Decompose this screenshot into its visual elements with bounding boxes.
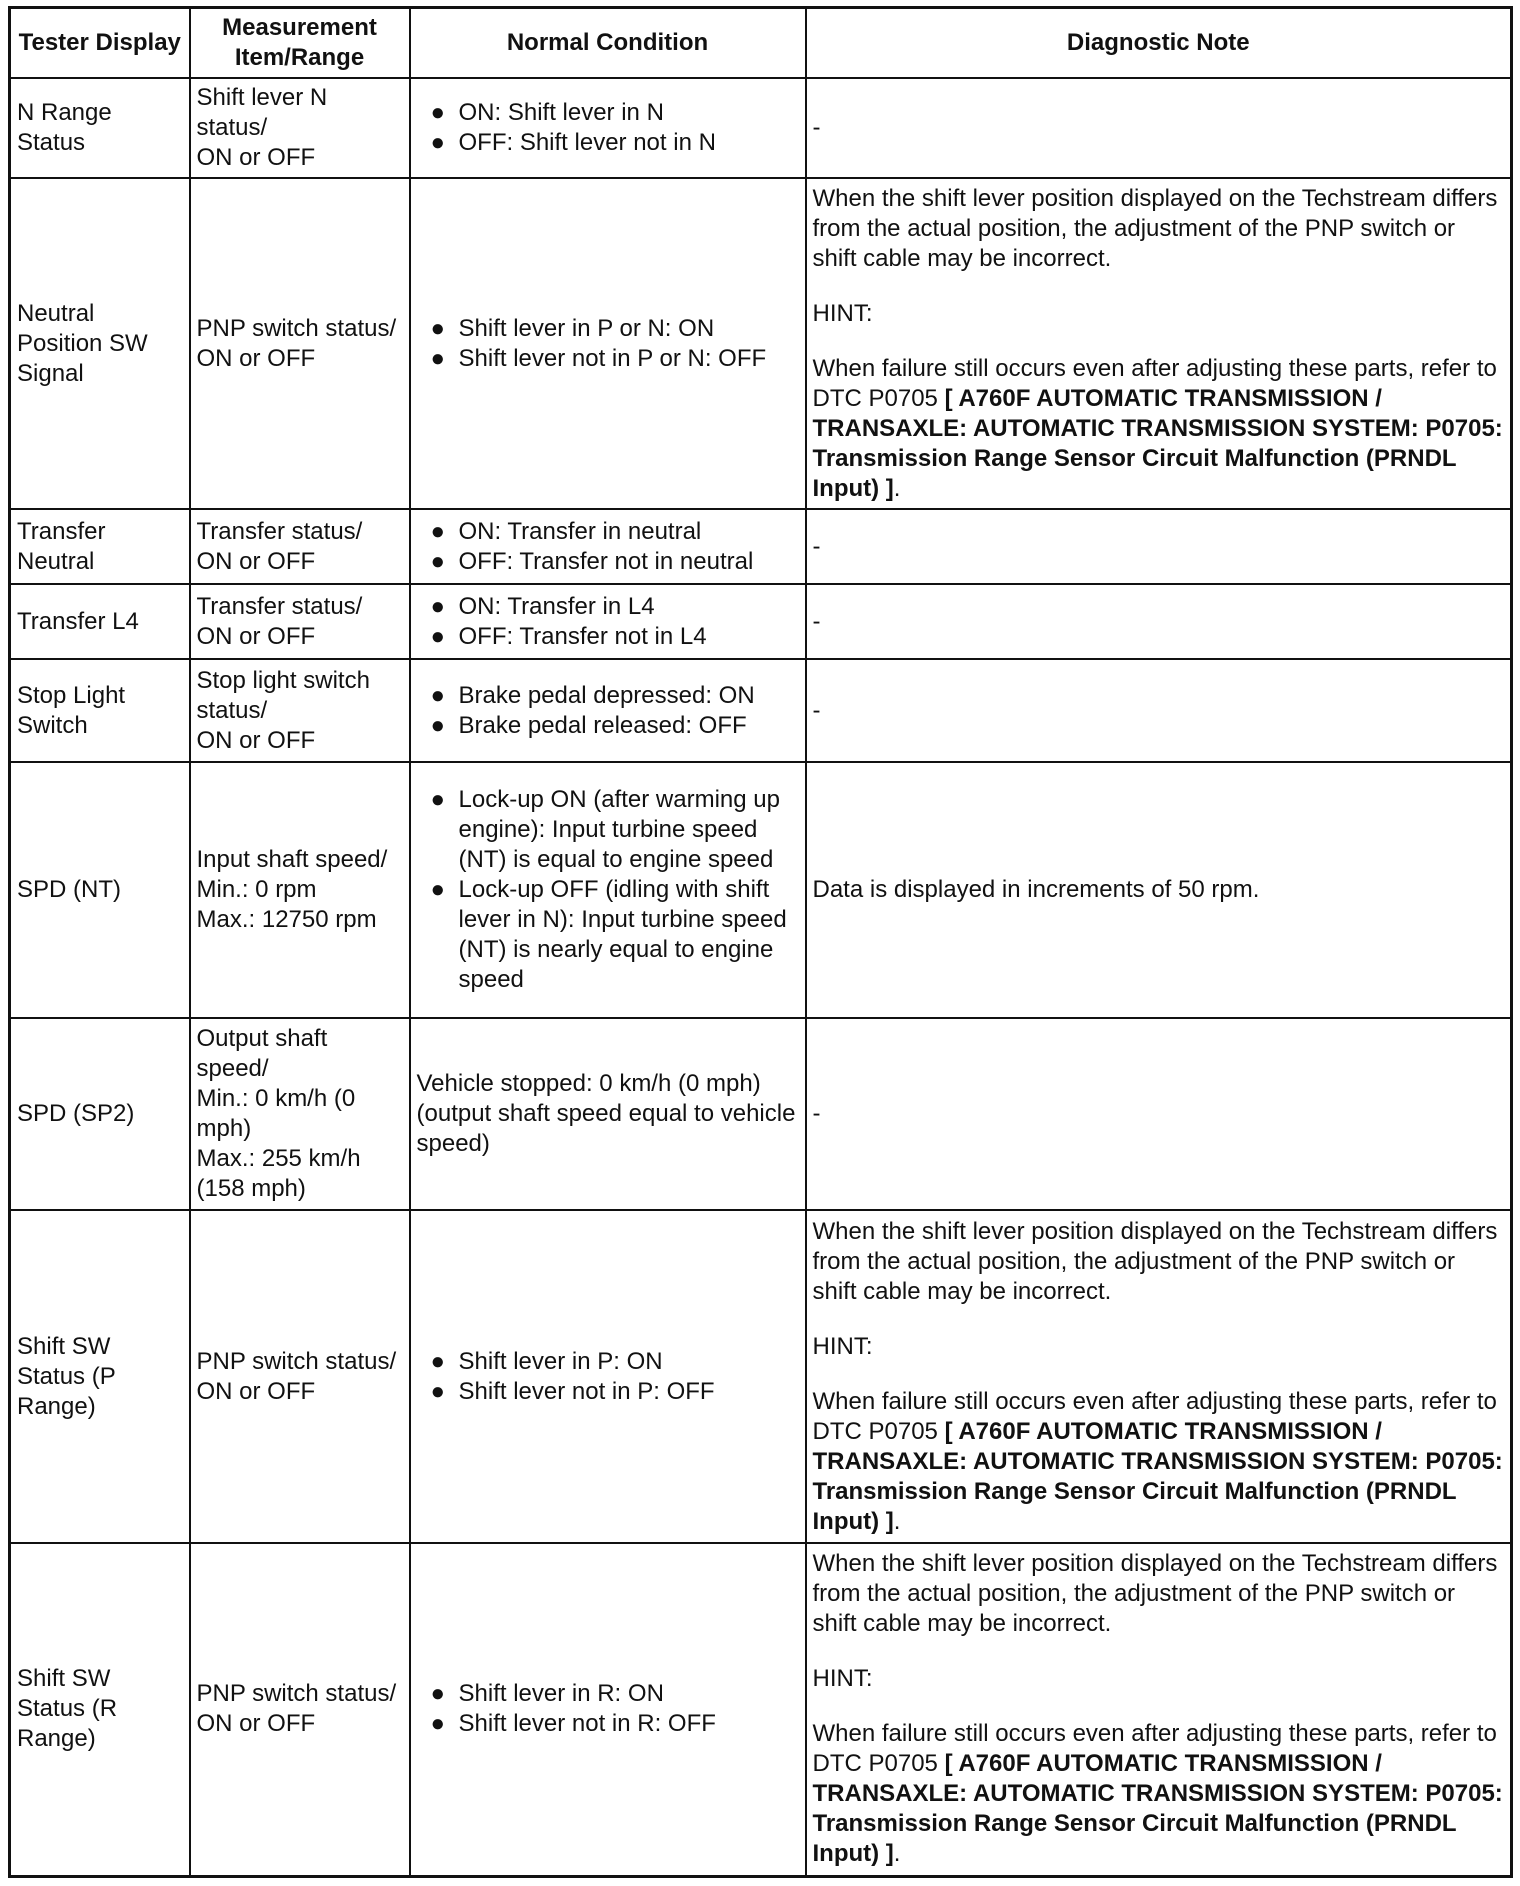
measurement-line: Min.: 0 rpm	[196, 876, 317, 903]
normal-condition-cell	[410, 78, 806, 178]
condition-list	[417, 592, 799, 652]
normal-condition-cell	[410, 1018, 806, 1210]
condition-item	[417, 517, 799, 547]
condition-text: ON: Shift lever in N	[458, 99, 664, 126]
condition-text: OFF: Shift lever not in N	[458, 129, 716, 156]
bullet-icon: ●	[430, 622, 445, 650]
bullet-icon: ●	[430, 344, 445, 372]
condition-item	[417, 875, 799, 995]
table-row	[10, 178, 1512, 509]
tester-display-cell: Transfer L4	[10, 584, 190, 659]
measurement-line: status/	[196, 696, 268, 724]
diagnostic-note-cell: -	[806, 1018, 1512, 1210]
bullet-icon: ●	[430, 711, 445, 739]
measurement-cell	[190, 78, 410, 178]
measurement-line: Transfer status/	[196, 592, 363, 620]
condition-text: Lock-up ON (after warming up engine): Input turbine speed (NT) is equal to engine speed	[458, 786, 780, 873]
condition-list	[417, 785, 799, 995]
measurement-cell	[190, 178, 410, 509]
condition-text: Shift lever in P: ON	[458, 1347, 663, 1375]
normal-condition-cell	[410, 1543, 806, 1876]
note-refer	[813, 354, 1505, 504]
tester-display-cell: N Range Status	[10, 78, 190, 178]
table-row	[10, 762, 1512, 1018]
bullet-icon: ●	[430, 876, 445, 903]
condition-text: ON: Transfer in neutral	[458, 517, 702, 545]
measurement-cell	[190, 1543, 410, 1876]
table-row	[10, 1543, 1512, 1876]
condition-item	[417, 128, 799, 158]
condition-item	[417, 1709, 799, 1739]
condition-list	[417, 98, 799, 158]
measurement-line: Transfer status/	[196, 517, 363, 545]
bullet-icon: ●	[430, 517, 445, 545]
tester-display-cell: Stop Light Switch	[10, 659, 190, 762]
condition-list	[417, 1679, 799, 1739]
diagnostic-note-cell: -	[806, 78, 1512, 178]
measurement-line: PNP switch status/	[196, 1347, 397, 1375]
note-hint: HINT:	[812, 1332, 873, 1360]
note-hint: HINT:	[812, 1665, 873, 1693]
condition-text: OFF: Transfer not in neutral	[458, 547, 754, 575]
measurement-line: PNP switch status/	[196, 314, 397, 342]
condition-text: Brake pedal depressed: ON	[458, 681, 755, 709]
header-tester-display: Tester Display	[10, 8, 190, 79]
condition-item	[417, 1377, 799, 1407]
condition-text: Shift lever not in R: OFF	[458, 1710, 716, 1738]
measurement-line: ON or OFF	[196, 726, 316, 754]
measurement-cell	[190, 509, 410, 584]
diagnostic-note-cell: -	[806, 509, 1512, 584]
condition-text: Shift lever not in P or N: OFF	[458, 344, 767, 372]
note-intro: When the shift lever position displayed on the Techstream differs from the actual position, the adjustment of the PNP switch or shift cable may be incorrect.	[812, 1217, 1498, 1305]
bullet-icon: ●	[430, 314, 445, 342]
measurement-cell	[190, 1210, 410, 1543]
measurement-line: status/	[196, 114, 268, 141]
table-row	[10, 584, 1512, 659]
note-refer-text: When failure still occurs even after adjusting these parts, refer to DTC P0705	[812, 1387, 1497, 1445]
measurement-line: Stop light switch	[196, 666, 370, 694]
normal-condition-cell	[410, 178, 806, 509]
note-refer	[813, 1719, 1505, 1869]
normal-condition-cell	[410, 1210, 806, 1543]
table-row	[10, 1210, 1512, 1543]
condition-text: Brake pedal released: OFF	[458, 711, 747, 739]
measurement-cell	[190, 1018, 410, 1210]
diagnostic-note-cell	[806, 1210, 1512, 1543]
measurement-line: ON or OFF	[196, 1377, 316, 1405]
note-hint: HINT:	[812, 299, 873, 327]
bullet-icon: ●	[430, 1377, 445, 1405]
header-normal-condition: Normal Condition	[410, 8, 806, 79]
measurement-line: Max.: 255 km/h (158 mph)	[196, 1145, 361, 1202]
condition-item	[417, 622, 799, 652]
tester-display-cell: Transfer Neutral	[10, 509, 190, 584]
note-end: .	[893, 1840, 901, 1868]
condition-text: Shift lever in R: ON	[458, 1680, 664, 1708]
condition-list	[417, 517, 799, 577]
bullet-icon: ●	[430, 592, 445, 620]
condition-item	[417, 681, 799, 711]
condition-text: Vehicle stopped: 0 km/h (0 mph) (output shaft speed equal to vehicle speed)	[416, 1070, 796, 1157]
condition-text: OFF: Transfer not in L4	[458, 622, 707, 650]
table-row	[10, 509, 1512, 584]
data-list-table	[8, 6, 1513, 1878]
tester-display-cell: SPD (NT)	[10, 762, 190, 1018]
measurement-line: ON or OFF	[196, 622, 316, 650]
condition-text: Lock-up OFF (idling with shift lever in N): Input turbine speed (NT) is nearly equal to engine speed	[458, 876, 787, 993]
condition-item	[417, 547, 799, 577]
condition-text: Shift lever not in P: OFF	[458, 1377, 715, 1405]
note-refer-text: When failure still occurs even after adjusting these parts, refer to DTC P0705	[812, 354, 1497, 412]
condition-item	[417, 344, 799, 374]
measurement-cell	[190, 762, 410, 1018]
diagnostic-note-cell	[806, 1543, 1512, 1876]
bullet-icon: ●	[430, 1347, 445, 1375]
condition-item	[417, 314, 799, 344]
diagnostic-note-cell: Data is displayed in increments of 50 rpm.	[806, 762, 1512, 1018]
normal-condition-cell	[410, 659, 806, 762]
table-row	[10, 78, 1512, 178]
header-measurement: Measurement Item/Range	[190, 8, 410, 79]
measurement-line: ON or OFF	[196, 144, 316, 171]
condition-item	[417, 785, 799, 875]
note-intro: When the shift lever position displayed on the Techstream differs from the actual position, the adjustment of the PNP switch or shift cable may be incorrect.	[812, 1550, 1498, 1638]
condition-item	[417, 592, 799, 622]
table-body	[10, 78, 1512, 1876]
measurement-line: ON or OFF	[196, 547, 316, 575]
condition-text: ON: Transfer in L4	[458, 592, 655, 620]
note-end: .	[893, 474, 901, 502]
dtc-link[interactable]: [ A760F AUTOMATIC TRANSMISSION / TRANSAXLE: AUTOMATIC TRANSMISSION SYSTEM: P0705: Transmission Range Sensor Circuit Malfunction (PRNDL Input) ]	[812, 1750, 1503, 1868]
condition-list	[417, 314, 799, 374]
condition-list	[417, 681, 799, 741]
measurement-line: Output shaft speed/	[196, 1025, 328, 1082]
note-refer	[813, 1387, 1505, 1537]
bullet-icon: ●	[430, 99, 445, 126]
measurement-line: ON or OFF	[196, 344, 316, 372]
condition-item	[417, 1347, 799, 1377]
table-header-row	[10, 8, 1512, 79]
bullet-icon: ●	[430, 129, 445, 156]
measurement-line: Min.: 0 km/h (0 mph)	[196, 1085, 356, 1142]
bullet-icon: ●	[430, 681, 445, 709]
measurement-line: PNP switch status/	[196, 1680, 397, 1708]
tester-display-cell: Shift SW Status (P Range)	[10, 1210, 190, 1543]
measurement-line: Shift lever N	[196, 84, 328, 111]
condition-item	[417, 711, 799, 741]
tester-display-cell: SPD (SP2)	[10, 1018, 190, 1210]
normal-condition-cell	[410, 509, 806, 584]
condition-item	[417, 1679, 799, 1709]
normal-condition-cell	[410, 762, 806, 1018]
bullet-icon: ●	[430, 1680, 445, 1708]
bullet-icon: ●	[430, 547, 445, 575]
diagnostic-note-cell: -	[806, 584, 1512, 659]
condition-item	[417, 98, 799, 128]
dtc-link[interactable]: [ A760F AUTOMATIC TRANSMISSION / TRANSAXLE: AUTOMATIC TRANSMISSION SYSTEM: P0705: Transmission Range Sensor Circuit Malfunction (PRNDL Input) ]	[812, 1417, 1503, 1535]
tester-display-cell: Neutral Position SW Signal	[10, 178, 190, 509]
note-end: .	[893, 1507, 901, 1535]
note-intro: When the shift lever position displayed on the Techstream differs from the actual position, the adjustment of the PNP switch or shift cable may be incorrect.	[812, 184, 1498, 272]
dtc-link[interactable]: [ A760F AUTOMATIC TRANSMISSION / TRANSAXLE: AUTOMATIC TRANSMISSION SYSTEM: P0705: Transmission Range Sensor Circuit Malfunction (PRNDL Input) ]	[812, 384, 1503, 502]
measurement-line: ON or OFF	[196, 1710, 316, 1738]
measurement-cell	[190, 584, 410, 659]
header-diagnostic-note: Diagnostic Note	[806, 8, 1512, 79]
note-refer-text: When failure still occurs even after adjusting these parts, refer to DTC P0705	[812, 1720, 1497, 1778]
table-row	[10, 659, 1512, 762]
table-row	[10, 1018, 1512, 1210]
bullet-icon: ●	[430, 1710, 445, 1738]
diagnostic-note-cell: -	[806, 659, 1512, 762]
condition-list	[417, 1347, 799, 1407]
normal-condition-cell	[410, 584, 806, 659]
measurement-line: Input shaft speed/	[196, 846, 388, 873]
measurement-line: Max.: 12750 rpm	[196, 906, 377, 933]
measurement-cell	[190, 659, 410, 762]
diagnostic-note-cell	[806, 178, 1512, 509]
bullet-icon: ●	[430, 786, 445, 813]
tester-display-cell: Shift SW Status (R Range)	[10, 1543, 190, 1876]
condition-text: Shift lever in P or N: ON	[458, 314, 715, 342]
